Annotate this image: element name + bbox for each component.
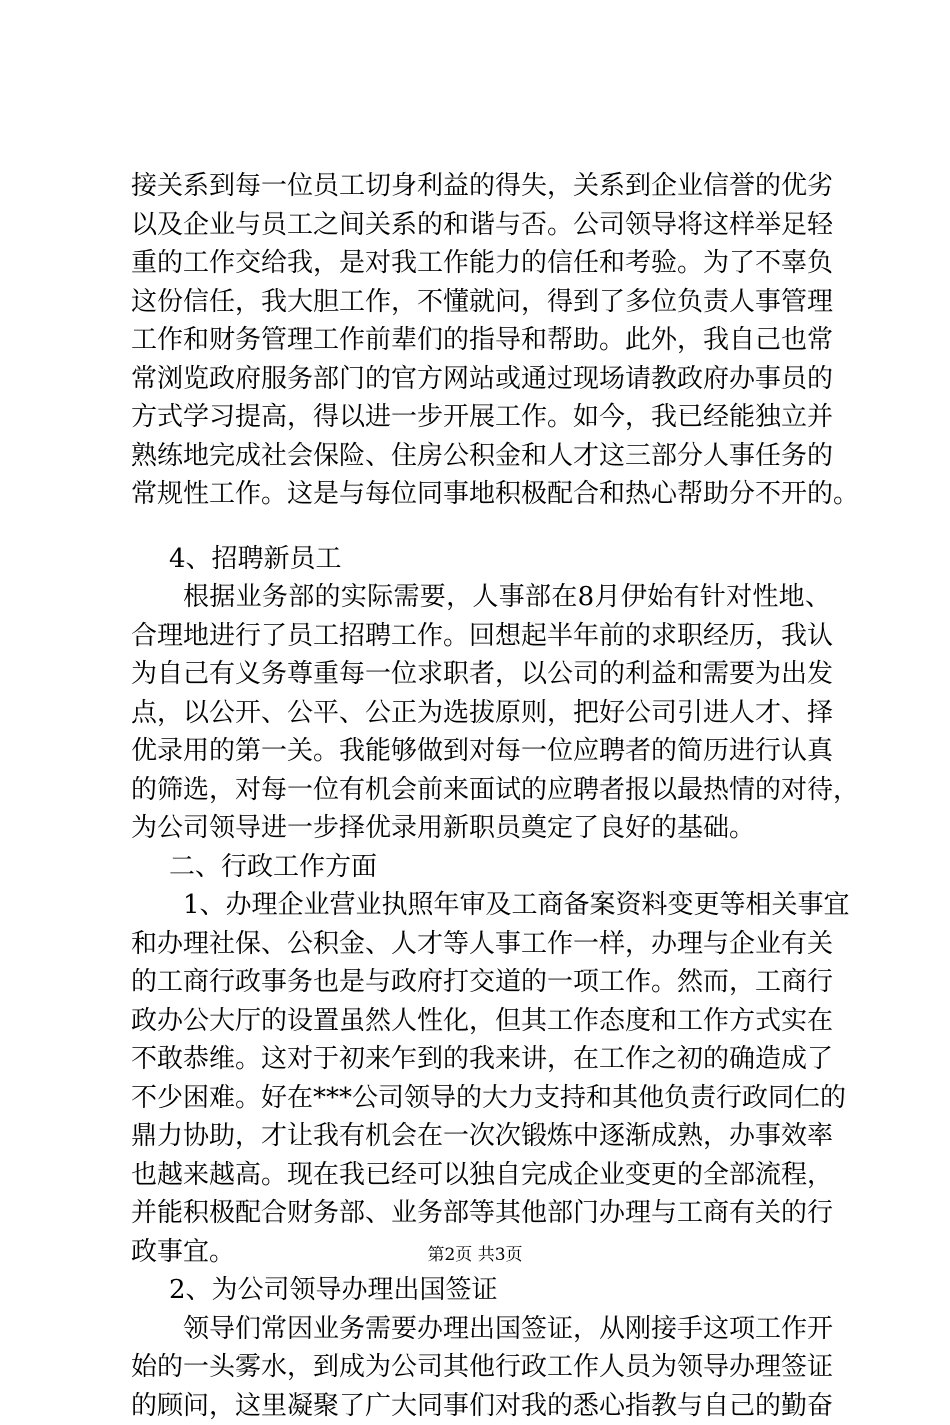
text-line: 为公司领导进一步择优录用新职员奠定了良好的基础。 xyxy=(131,809,831,848)
text-line: 重的工作交给我，是对我工作能力的信任和考验。为了不辜负 xyxy=(131,244,831,283)
text-line: 不少困难。好在***公司领导的大力支持和其他负责行政同仁的 xyxy=(131,1079,831,1118)
text-line: 的筛选，对每一位有机会前来面试的应聘者报以最热情的对待， xyxy=(131,771,831,810)
text-line: 始的一头雾水，到成为公司其他行政工作人员为领导办理签证 xyxy=(131,1348,831,1387)
text-line: 合理地进行了员工招聘工作。回想起半年前的求职经历，我认 xyxy=(131,617,831,656)
text-line: 1、办理企业营业执照年审及工商备案资料变更等相关事宜 xyxy=(131,886,831,925)
text-line: 领导们常因业务需要办理出国签证，从刚接手这项工作开 xyxy=(131,1310,831,1349)
text-line: 接关系到每一位员工切身利益的得失，关系到企业信誉的优劣 xyxy=(131,167,831,206)
paragraph-gap xyxy=(131,514,831,540)
section-heading-recruitment: 4、招聘新员工 xyxy=(131,540,831,579)
text-line: 的工商行政事务也是与政府打交道的一项工作。然而，工商行 xyxy=(131,963,831,1002)
text-line: 并能积极配合财务部、业务部等其他部门办理与工商有关的行 xyxy=(131,1194,831,1233)
section-heading-administration: 二、行政工作方面 xyxy=(131,848,831,887)
paragraph-visa xyxy=(131,1310,831,1425)
text-line: 的顾问，这里凝聚了广大同事们对我的悉心指教与自己的勤奋 xyxy=(131,1387,831,1425)
text-line: 政办公大厅的设置虽然人性化，但其工作态度和工作方式实在 xyxy=(131,1002,831,1041)
text-line: 根据业务部的实际需要，人事部在8月伊始有针对性地、 xyxy=(131,578,831,617)
section-heading-visa: 2、为公司领导办理出国签证 xyxy=(131,1271,831,1310)
text-line: 点，以公开、公平、公正为选拔原则，把好公司引进人才、择 xyxy=(131,694,831,733)
text-line: 和办理社保、公积金、人才等人事工作一样，办理与企业有关 xyxy=(131,925,831,964)
text-line: 常规性工作。这是与每位同事地积极配合和热心帮助分不开的。 xyxy=(131,475,831,514)
page-number-footer: 第2页 共3页 xyxy=(0,1243,950,1267)
text-line: 鼎力协助，才让我有机会在一次次锻炼中逐渐成熟，办事效率 xyxy=(131,1117,831,1156)
text-line: 也越来越高。现在我已经可以独自完成企业变更的全部流程， xyxy=(131,1156,831,1195)
text-line: 方式学习提高，得以进一步开展工作。如今，我已经能独立并 xyxy=(131,398,831,437)
text-line: 以及企业与员工之间关系的和谐与否。公司领导将这样举足轻 xyxy=(131,206,831,245)
paragraph-recruitment xyxy=(131,578,831,848)
document-body xyxy=(131,167,831,1425)
text-line: 工作和财务管理工作前辈们的指导和帮助。此外，我自己也常 xyxy=(131,321,831,360)
paragraph-personnel-work xyxy=(131,167,831,514)
text-line: 为自己有义务尊重每一位求职者，以公司的利益和需要为出发 xyxy=(131,655,831,694)
text-line: 优录用的第一关。我能够做到对每一位应聘者的简历进行认真 xyxy=(131,732,831,771)
text-line: 熟练地完成社会保险、住房公积金和人才这三部分人事任务的 xyxy=(131,437,831,476)
text-line: 常浏览政府服务部门的官方网站或通过现场请教政府办事员的 xyxy=(131,360,831,399)
paragraph-business-license xyxy=(131,886,831,1271)
text-line: 不敢恭维。这对于初来乍到的我来讲，在工作之初的确造成了 xyxy=(131,1040,831,1079)
text-line: 这份信任，我大胆工作，不懂就问，得到了多位负责人事管理 xyxy=(131,283,831,322)
text-line: 政事宜。 xyxy=(131,1233,831,1272)
